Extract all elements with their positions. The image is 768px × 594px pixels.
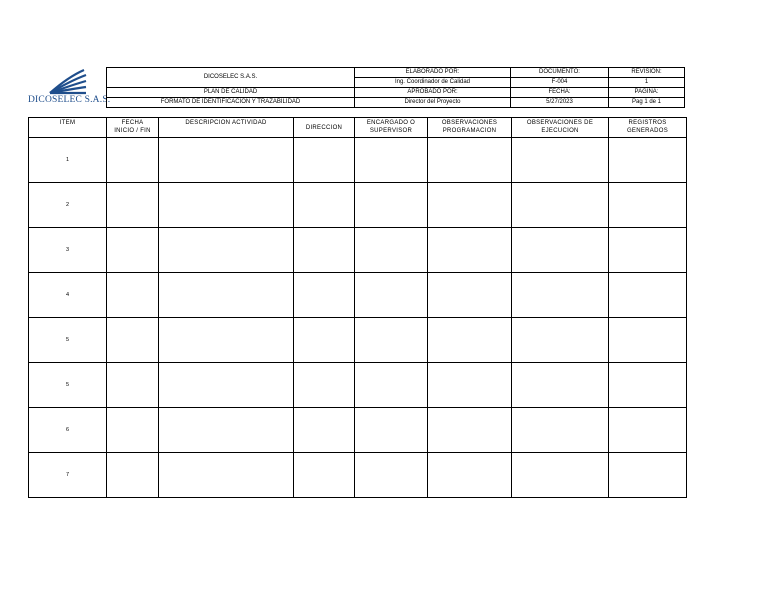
column-header-text: INICIO / FIN <box>114 128 151 134</box>
documento-label: DOCUMENTO: <box>511 68 609 78</box>
empty-cell <box>512 273 609 318</box>
table-row <box>29 453 687 498</box>
empty-cell <box>609 183 687 228</box>
empty-cell <box>159 318 294 363</box>
empty-cell <box>294 183 355 228</box>
empty-cell <box>294 228 355 273</box>
column-header-text: REGISTROS <box>628 120 667 126</box>
aprobado-label: APROBADO POR: <box>355 88 511 98</box>
column-header <box>609 118 687 138</box>
logo-wave-icon <box>28 67 106 97</box>
elaborado-value: Ing. Coordinador de Calidad <box>355 78 511 88</box>
empty-cell <box>294 273 355 318</box>
empty-cell <box>159 138 294 183</box>
empty-cell <box>428 273 512 318</box>
empty-cell <box>294 453 355 498</box>
item-number: 4 <box>29 273 107 318</box>
item-number: 3 <box>29 228 107 273</box>
empty-cell <box>609 453 687 498</box>
table-row <box>29 228 687 273</box>
column-header-text: FECHA <box>121 120 144 126</box>
empty-cell <box>159 183 294 228</box>
column-header-text: PROGRAMACION <box>442 128 497 134</box>
column-header-text: GENERADOS <box>626 128 669 134</box>
column-header-text: EJECUCION <box>541 128 579 134</box>
empty-cell <box>428 228 512 273</box>
tracking-table <box>28 117 687 498</box>
column-header <box>29 118 107 138</box>
table-row <box>29 138 687 183</box>
item-number: 2 <box>29 183 107 228</box>
empty-cell <box>355 183 428 228</box>
table-row <box>29 408 687 453</box>
pagina-label: PAGINA: <box>609 88 685 98</box>
empty-cell <box>609 138 687 183</box>
empty-cell <box>609 363 687 408</box>
empty-cell <box>512 318 609 363</box>
empty-cell <box>355 363 428 408</box>
empty-cell <box>159 273 294 318</box>
column-header-text: SUPERVISOR <box>369 128 413 134</box>
empty-cell <box>159 228 294 273</box>
plan-title: PLAN DE CALIDAD <box>107 88 355 98</box>
empty-cell <box>107 138 159 183</box>
format-title: FORMATO DE IDENTIFICACIÓN Y TRAZABILIDAD <box>107 98 355 108</box>
table-body <box>29 138 687 498</box>
item-number: 5 <box>29 318 107 363</box>
empty-cell <box>294 363 355 408</box>
empty-cell <box>609 228 687 273</box>
empty-cell <box>512 228 609 273</box>
empty-cell <box>107 408 159 453</box>
column-header <box>159 118 294 138</box>
item-number: 7 <box>29 453 107 498</box>
empty-cell <box>159 453 294 498</box>
empty-cell <box>609 273 687 318</box>
empty-cell <box>512 138 609 183</box>
empty-cell <box>512 453 609 498</box>
column-header-text: OBSERVACIONES DE <box>526 120 594 126</box>
empty-cell <box>355 453 428 498</box>
table-row <box>29 363 687 408</box>
empty-cell <box>609 408 687 453</box>
empty-cell <box>294 408 355 453</box>
empty-cell <box>428 453 512 498</box>
table-row <box>29 318 687 363</box>
table-header-row <box>29 118 687 138</box>
empty-cell <box>428 318 512 363</box>
empty-cell <box>428 408 512 453</box>
empty-cell <box>609 318 687 363</box>
empty-cell <box>512 408 609 453</box>
fecha-value: 5/27/2023 <box>511 98 609 108</box>
item-number: 5 <box>29 363 107 408</box>
revision-value: 1 <box>609 78 685 88</box>
empty-cell <box>355 273 428 318</box>
empty-cell <box>159 363 294 408</box>
empty-cell <box>107 453 159 498</box>
column-header <box>355 118 428 138</box>
empty-cell <box>512 363 609 408</box>
table-row <box>29 183 687 228</box>
empty-cell <box>107 318 159 363</box>
company-logo <box>28 67 111 109</box>
table-row <box>29 273 687 318</box>
empty-cell <box>294 318 355 363</box>
empty-cell <box>355 318 428 363</box>
empty-cell <box>355 138 428 183</box>
empty-cell <box>428 138 512 183</box>
empty-cell <box>107 363 159 408</box>
column-header-text: ENCARGADO O <box>366 120 416 126</box>
logo-text: DICOSELEC S.A.S. <box>28 95 111 105</box>
empty-cell <box>512 183 609 228</box>
revision-label: REVISIÓN: <box>609 68 685 78</box>
elaborado-label: ELABORADO POR: <box>355 68 511 78</box>
column-header-text: DIRECCION <box>305 125 343 131</box>
pagina-value: Pag 1 de 1 <box>609 98 685 108</box>
empty-cell <box>107 273 159 318</box>
empty-cell <box>355 228 428 273</box>
item-number: 6 <box>29 408 107 453</box>
column-header <box>107 118 159 138</box>
empty-cell <box>294 138 355 183</box>
header-table <box>106 67 685 108</box>
column-header <box>512 118 609 138</box>
aprobado-value: Director del Proyecto <box>355 98 511 108</box>
column-header <box>428 118 512 138</box>
column-header-text: ITEM <box>59 120 76 126</box>
empty-cell <box>107 228 159 273</box>
company-name: DICOSELEC S.A.S. <box>107 68 355 88</box>
column-header-text: DESCRIPCION ACTIVIDAD <box>185 120 267 126</box>
documento-value: F-004 <box>511 78 609 88</box>
column-header-text: OBSERVACIONES <box>441 120 498 126</box>
empty-cell <box>428 363 512 408</box>
fecha-label: FECHA: <box>511 88 609 98</box>
empty-cell <box>107 183 159 228</box>
column-header <box>294 118 355 138</box>
empty-cell <box>428 183 512 228</box>
empty-cell <box>355 408 428 453</box>
item-number: 1 <box>29 138 107 183</box>
empty-cell <box>159 408 294 453</box>
